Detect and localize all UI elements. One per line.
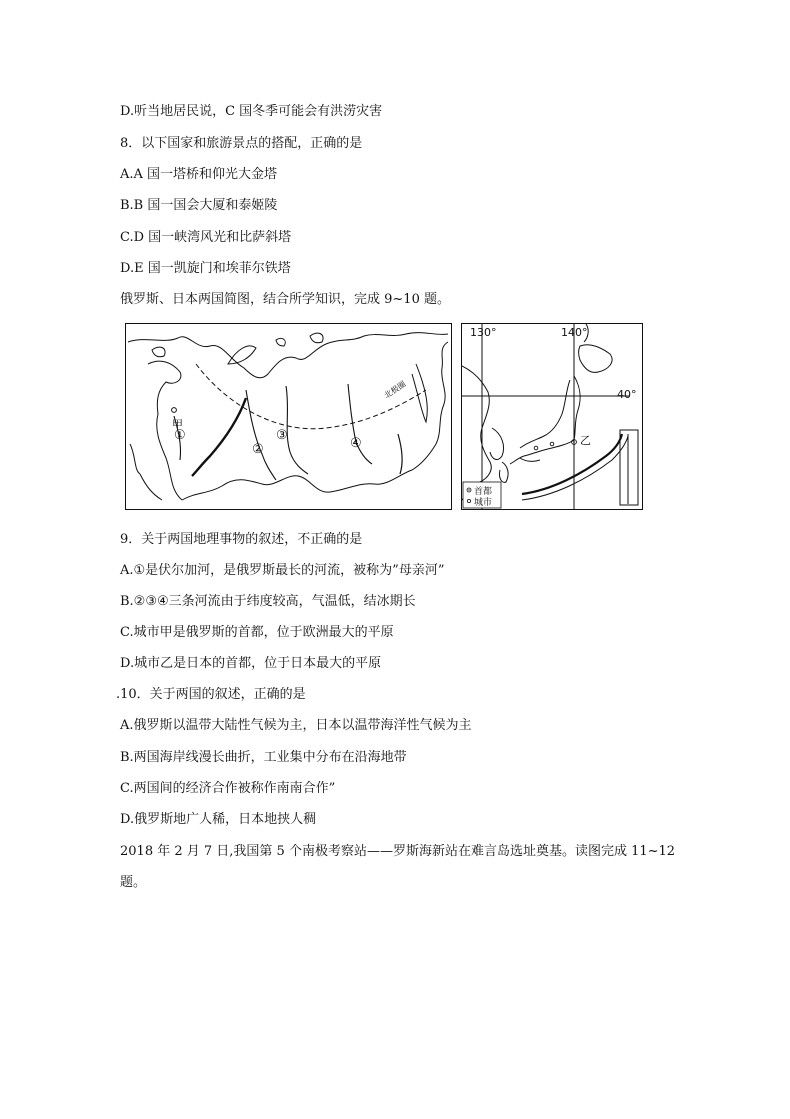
option-a-q8: A.A 国一塔桥和仰光大金塔: [120, 167, 278, 182]
option-c-q10: C.两国间的经济合作被称作南南合作”: [120, 781, 336, 796]
city-yi-label: 乙: [580, 434, 591, 447]
river-4-label: ④: [350, 436, 362, 451]
russia-map: [125, 323, 452, 510]
option-b-q9: B.②③④三条河流由于纬度较高，气温低，结冰期长: [120, 594, 416, 609]
option-b-q10: B.两国海岸线漫长曲折，工业集中分布在沿海地带: [120, 750, 407, 765]
intro-11-12: 2018 年 2 月 7 日,我国第 5 个南极考察站——罗斯海新站在难言岛选址奠基。读图完成 11~12: [120, 844, 676, 859]
question-10: .10．关于两国的叙述，正确的是: [116, 687, 306, 702]
intro-9-10: 俄罗斯、日本两国简图，结合所学知识，完成 9~10 题。: [120, 292, 450, 307]
intro-11-12-cont: 题。: [120, 875, 147, 890]
river-1-label: ①: [174, 428, 186, 443]
option-d-q7: D.听当地居民说，C 国冬季可能会有洪涝灾害: [120, 104, 383, 119]
option-b-q8: B.B 国一国会大厦和泰姬陵: [120, 198, 278, 213]
legend-city-label: 城市: [474, 498, 493, 508]
option-a-q10: A.俄罗斯以温带大陆性气候为主，日本以温带海洋性气候为主: [120, 718, 472, 733]
option-d-q9: D.城市乙是日本的首都，位于日本最大的平原: [120, 656, 382, 671]
question-8: 8．以下国家和旅游景点的搭配，正确的是: [120, 136, 363, 151]
question-9: 9．关于两国地理事物的叙述，不正确的是: [120, 532, 363, 547]
option-a-q9: A.①是伏尔加河，是俄罗斯最长的河流，被称为”母亲河”: [120, 563, 445, 578]
city-jia-label: 甲: [172, 418, 183, 431]
arctic-circle-label: 北极圈: [382, 379, 408, 401]
lat-40-label: 40°: [617, 388, 637, 401]
japan-map: [461, 323, 643, 510]
river-3-label: ③: [276, 428, 288, 443]
option-c-q8: C.D 国一峡湾风光和比萨斜塔: [120, 230, 292, 245]
option-d-q8: D.E 国一凯旋门和埃菲尔铁塔: [120, 261, 291, 276]
lon-130-label: 130°: [470, 326, 497, 339]
legend-capital-label: 首都: [474, 487, 493, 497]
maps-figure: [125, 323, 643, 511]
lon-140-label: 140°: [561, 326, 588, 339]
river-2-label: ②: [252, 442, 264, 457]
option-d-q10: D.俄罗斯地广人稀，日本地挟人稠: [120, 812, 317, 827]
option-c-q9: C.城市甲是俄罗斯的首都，位于欧洲最大的平原: [120, 625, 394, 640]
